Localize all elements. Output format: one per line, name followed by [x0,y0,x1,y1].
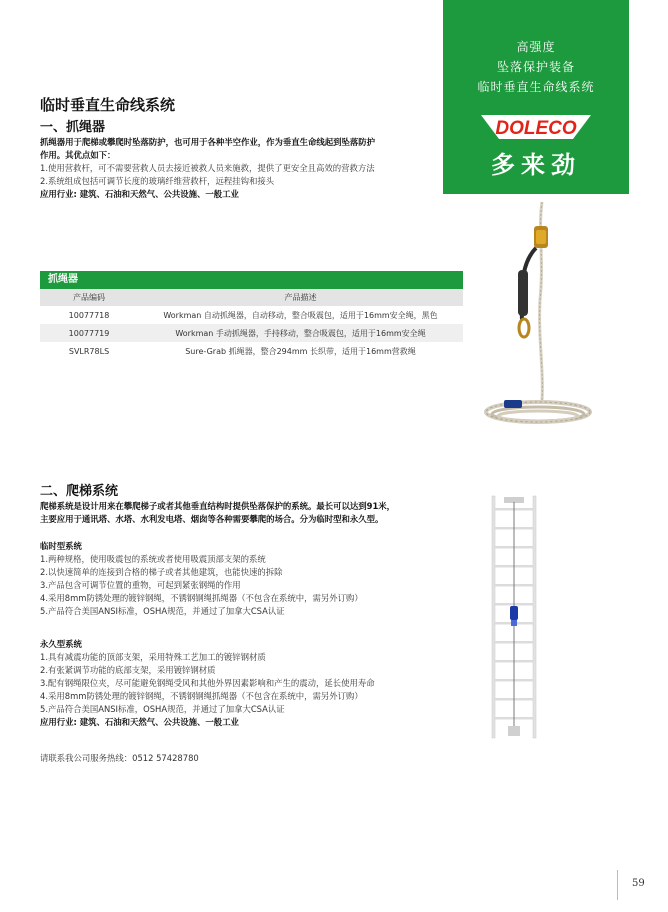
brand-panel [443,0,629,194]
perm-system-title: 永久型系统 [40,639,82,649]
cell-code: SVLR78LS [40,342,138,360]
brand-chinese-name: 多来劲 [491,151,581,179]
temp-item-3: 3.产品包含可调节位置的重物，可起到紧张钢绳的作用 [40,580,241,590]
cell-desc: Workman 手动抓绳器，手持移动，整合吸震包，适用于16mm安全绳 [138,324,463,342]
temp-item-5: 5.产品符合美国ANSI标准，OSHA规范，并通过了加拿大CSA认证 [40,606,285,616]
doleco-logo [477,109,595,143]
section2-title: 二、爬梯系统 [40,484,119,499]
temp-item-1: 1.两种规格，使用吸震包的系统或者使用吸震顶部支架的系统 [40,554,266,564]
temp-system-block [40,540,363,618]
perm-item-3: 3.配有钢绳限位夹，尽可能避免钢绳受风和其他外界因素影响和产生的震动，延长使用寿命 [40,678,375,688]
section1-industry: 应用行业: 建筑、石油和天然气、公共设施、一般工业 [40,189,239,199]
perm-system-block [40,638,375,729]
perm-item-4: 4.采用8mm防锈处理的镀锌钢绳，不锈钢钢绳抓绳器（不包含在系统中，需另外订购） [40,691,363,701]
col-header-code: 产品编码 [40,289,138,306]
section2-intro-line-1: 爬梯系统是设计用来在攀爬梯子或者其他垂直结构时提供坠落保护的系统。最长可以达到91米， [40,501,396,511]
section1-intro-line-2: 作用。其优点如下： [40,150,116,160]
temp-item-2: 2.以快速简单的连接到合格的梯子或者其他建筑，也能快速的拆除 [40,567,283,577]
doleco-logo-text: DOLECO [495,118,577,139]
section1-item-2: 2.系统组成包括可调节长度的玻璃纤维营救杆，远程挂钩和接头 [40,176,275,186]
section2-intro-line-2: 主要应用于通讯塔、水塔、水利发电塔、烟囱等各种需要攀爬的场合。分为临时型和永久型。 [40,514,384,524]
table-title: 抓绳器 [40,271,463,289]
temp-system-title: 临时型系统 [40,541,82,551]
table-row [40,306,463,324]
perm-item-1: 1.具有减震功能的顶部支架，采用特殊工艺加工的镀锌钢材质 [40,652,266,662]
perm-item-5: 5.产品符合美国ANSI标准，OSHA规范，并通过了加拿大CSA认证 [40,704,285,714]
section1-body [40,136,375,201]
rope-grab-image [478,200,598,440]
footer-separator [617,870,618,900]
table-row [40,324,463,342]
table-header-row [40,289,463,306]
cell-code: 10077718 [40,306,138,324]
section2-intro [40,500,395,526]
section1-intro-line-1: 抓绳器用于爬梯或攀爬时坠落防护，也可用于各种半空作业，作为垂直生命线起到坠落防护 [40,137,375,147]
brand-tagline [443,0,629,97]
brand-line-3: 临时垂直生命线系统 [477,80,595,94]
page-title: 临时垂直生命线系统 [40,96,176,114]
table-row [40,342,463,360]
ladder-system-image [488,494,540,740]
perm-item-2: 2.有张紧调节功能的底部支架，采用镀锌钢材质 [40,665,216,675]
section1-item-1: 1.使用营救杆，可不需要营救人员去接近被救人员来施救，提供了更安全且高效的营救方法 [40,163,375,173]
contact-hotline: 请联系我公司服务热线：0512 57428780 [40,753,199,763]
section2-industry: 应用行业: 建筑、石油和天然气、公共设施、一般工业 [40,717,239,727]
cell-desc: Sure-Grab 抓绳器，整合294mm 长织带，适用于16mm营救绳 [138,342,463,360]
page-number: 59 [632,878,645,889]
brand-line-2: 坠落保护装备 [496,60,575,74]
col-header-desc: 产品描述 [138,289,463,306]
product-table [40,289,463,360]
brand-line-1: 高强度 [516,40,556,54]
section1-title: 一、抓绳器 [40,120,106,135]
cell-desc: Workman 自动抓绳器，自动移动，整合吸震包，适用于16mm安全绳，黑色 [138,306,463,324]
rope-grab-table [40,271,463,360]
temp-item-4: 4.采用8mm防锈处理的镀锌钢绳，不锈钢钢绳抓绳器（不包含在系统中，需另外订购） [40,593,363,603]
cell-code: 10077719 [40,324,138,342]
